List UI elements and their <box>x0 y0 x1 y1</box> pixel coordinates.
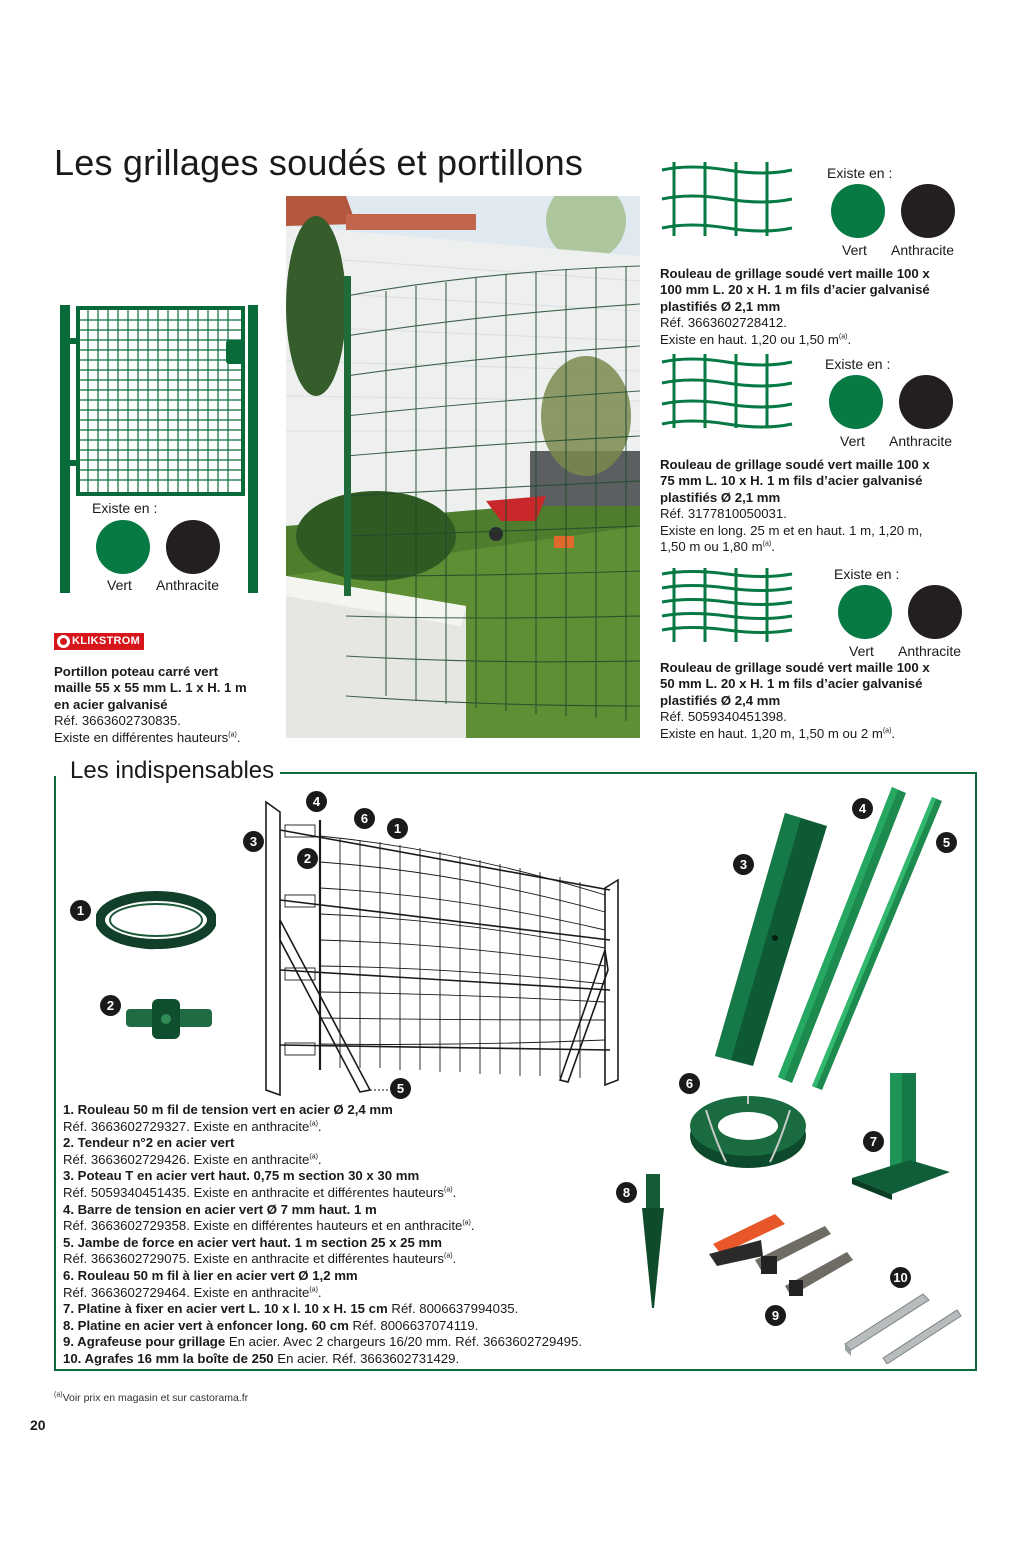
product-2-color-anthracite: Anthracite <box>889 433 953 449</box>
product-2-extra-2: 1,50 m ou 1,80 $m^{(a)}$. <box>660 539 775 555</box>
product-1-title-line: plastifiés Ø 2,1 mm <box>660 298 781 314</box>
item-ref: Réf. 3663602729426. Existe en anthracite$^{(a)}$. <box>63 1151 322 1167</box>
item-title: 5. Jambe de force en acier vert haut. 1 m section 25 x 25 mm <box>63 1234 442 1250</box>
item-ref: Réf. 5059340451435. Existe en anthracite et différentes hauteurs$^{(a)}$. <box>63 1184 457 1200</box>
fixing-plate-image <box>850 1068 952 1202</box>
page-number: 20 <box>30 1417 46 1433</box>
product-2-swatch-anthracite[interactable] <box>899 375 953 429</box>
product-3-color-anthracite: Anthracite <box>898 643 962 659</box>
gate-illustration <box>50 300 265 595</box>
product-3-extra: Existe en haut. 1,20 m, 1,50 m ou 2 $m^{(a)}$. <box>660 725 896 741</box>
item-inline: 8. Platine en acier vert à enfoncer long. 60 cm Réf. 8006637074119. <box>63 1317 479 1333</box>
indispensables-list <box>63 1102 582 1368</box>
item-number-3: 3 <box>733 854 754 875</box>
product-1-color-anthracite: Anthracite <box>891 242 955 258</box>
product-1-ref: Réf. 3663602728412. <box>660 315 787 331</box>
tension-wire-coil-image <box>96 890 216 952</box>
gate-available-label: Existe en : <box>92 500 158 516</box>
footnote: $^{(a)}$Voir prix en magasin et sur castorama.fr <box>54 1391 249 1404</box>
product-1-swatch-anthracite[interactable] <box>901 184 955 238</box>
item-number-8: 8 <box>616 1182 637 1203</box>
ground-spike-image <box>640 1172 666 1310</box>
diagram-number-5: 5 <box>390 1078 411 1099</box>
product-1-available-label: Existe en : <box>827 165 893 181</box>
product-3-swatch-green[interactable] <box>838 585 892 639</box>
item-ref: Réf. 3663602729358. Existe en différentes hauteurs et en anthracite$^{(a)}$. <box>63 1218 475 1234</box>
item-inline: 9. Agrafeuse pour grillage En acier. Avec 2 chargeurs 16/20 mm. Réf. 3663602729495. <box>63 1334 582 1350</box>
item-number-1: 1 <box>70 900 91 921</box>
binding-wire-roll-image <box>686 1092 810 1172</box>
product-2-color-vert: Vert <box>840 433 865 449</box>
item-number-7: 7 <box>863 1131 884 1152</box>
product-3-available-label: Existe en : <box>834 566 900 582</box>
item-title: 3. Poteau T en acier vert haut. 0,75 m section 30 x 30 mm <box>63 1168 420 1184</box>
diagram-number-4: 4 <box>306 791 327 812</box>
item-number-6: 6 <box>679 1073 700 1094</box>
item-number-10: 10 <box>890 1267 911 1288</box>
garden-fence-photo <box>286 196 640 738</box>
tension-bars-image <box>770 785 950 1095</box>
gate-title-line: maille 55 x 55 mm L. 1 x H. 1 m <box>54 680 247 696</box>
gate-swatch-green[interactable] <box>96 520 150 574</box>
gate-ref: Réf. 3663602730835. <box>54 713 181 729</box>
diagram-number-2: 2 <box>297 848 318 869</box>
item-inline: 7. Platine à fixer en acier vert L. 10 x l. 10 x H. 15 cm Réf. 8006637994035. <box>63 1301 519 1317</box>
product-2-ref: Réf. 3177810050031. <box>660 506 787 522</box>
gate-color-vert: Vert <box>107 577 132 593</box>
product-2-extra: Existe en long. 25 m et en haut. 1 m, 1,20 m, <box>660 522 923 538</box>
page-title: Les grillages soudés et portillons <box>54 142 584 183</box>
frame-gap <box>54 770 64 776</box>
fence-stapler-image <box>705 1210 855 1302</box>
staples-image <box>843 1286 963 1364</box>
item-title: 4. Barre de tension en acier vert Ø 7 mm haut. 1 m <box>63 1201 377 1217</box>
product-2-description <box>660 457 980 555</box>
gate-title-line: Portillon poteau carré vert <box>54 664 219 679</box>
product-3-title-line: 50 mm L. 20 x H. 1 m fils d’acier galvanisé <box>660 676 923 692</box>
item-number-9: 9 <box>765 1305 786 1326</box>
product-3-title-line: plastifiés Ø 2,4 mm <box>660 692 781 708</box>
item-number-2: 2 <box>100 995 121 1016</box>
item-ref: Réf. 3663602729075. Existe en anthracite et différentes hauteurs$^{(a)}$. <box>63 1251 457 1267</box>
brand-mark-icon <box>57 635 70 648</box>
indispensables-title: Les indispensables <box>64 757 280 785</box>
product-2-title-line: Rouleau de grillage soudé vert maille 100 x <box>660 457 930 472</box>
gate-extra: Existe en différentes hauteurs$^{(a)}$. <box>54 729 241 745</box>
product-1-extra: Existe en haut. 1,20 ou 1,50 $m^{(a)}$. <box>660 331 852 347</box>
gate-color-anthracite: Anthracite <box>156 577 220 593</box>
item-ref: Réf. 3663602729327. Existe en anthracite$^{(a)}$. <box>63 1118 322 1134</box>
product-3-ref: Réf. 5059340451398. <box>660 709 787 725</box>
product-1-title-line: 100 mm L. 20 x H. 1 m fils d’acier galvanisé <box>660 282 930 298</box>
tensioner-image <box>124 995 214 1043</box>
mesh-100x100-icon <box>660 160 794 238</box>
mesh-100x75-icon <box>660 352 794 430</box>
item-number-4: 4 <box>852 798 873 819</box>
diagram-number-3: 3 <box>243 831 264 852</box>
product-1-description <box>660 266 980 348</box>
product-2-swatch-green[interactable] <box>829 375 883 429</box>
product-2-title-line: 75 mm L. 10 x H. 1 m fils d’acier galvanisé <box>660 473 923 489</box>
product-3-description <box>660 660 980 742</box>
item-title: 2. Tendeur n°2 en acier vert <box>63 1135 235 1151</box>
fence-installation-diagram <box>250 800 620 1100</box>
item-inline: 10. Agrafes 16 mm la boîte de 250 En acier. Réf. 3663602731429. <box>63 1350 460 1366</box>
brand-name: KLIKSTROM <box>72 635 141 647</box>
product-2-available-label: Existe en : <box>825 356 891 372</box>
item-title: 1. Rouleau 50 m fil de tension vert en acier Ø 2,4 mm <box>63 1102 393 1117</box>
gate-description <box>54 664 284 746</box>
item-ref: Réf. 3663602729464. Existe en anthracite$^{(a)}$. <box>63 1284 322 1300</box>
product-1-color-vert: Vert <box>842 242 867 258</box>
product-1-title-line: Rouleau de grillage soudé vert maille 100 x <box>660 266 930 281</box>
product-3-title-line: Rouleau de grillage soudé vert maille 100 x <box>660 660 930 675</box>
item-number-5: 5 <box>936 832 957 853</box>
product-2-title-line: plastifiés Ø 2,1 mm <box>660 489 781 505</box>
gate-swatch-anthracite[interactable] <box>166 520 220 574</box>
klikstrom-logo <box>54 633 144 650</box>
diagram-number-1: 1 <box>387 818 408 839</box>
gate-title-line: en acier galvanisé <box>54 696 168 712</box>
product-3-color-vert: Vert <box>849 643 874 659</box>
product-1-swatch-green[interactable] <box>831 184 885 238</box>
diagram-number-6: 6 <box>354 808 375 829</box>
mesh-100x50-icon <box>660 566 794 644</box>
item-title: 6. Rouleau 50 m fil à lier en acier vert Ø 1,2 mm <box>63 1267 358 1283</box>
product-3-swatch-anthracite[interactable] <box>908 585 962 639</box>
